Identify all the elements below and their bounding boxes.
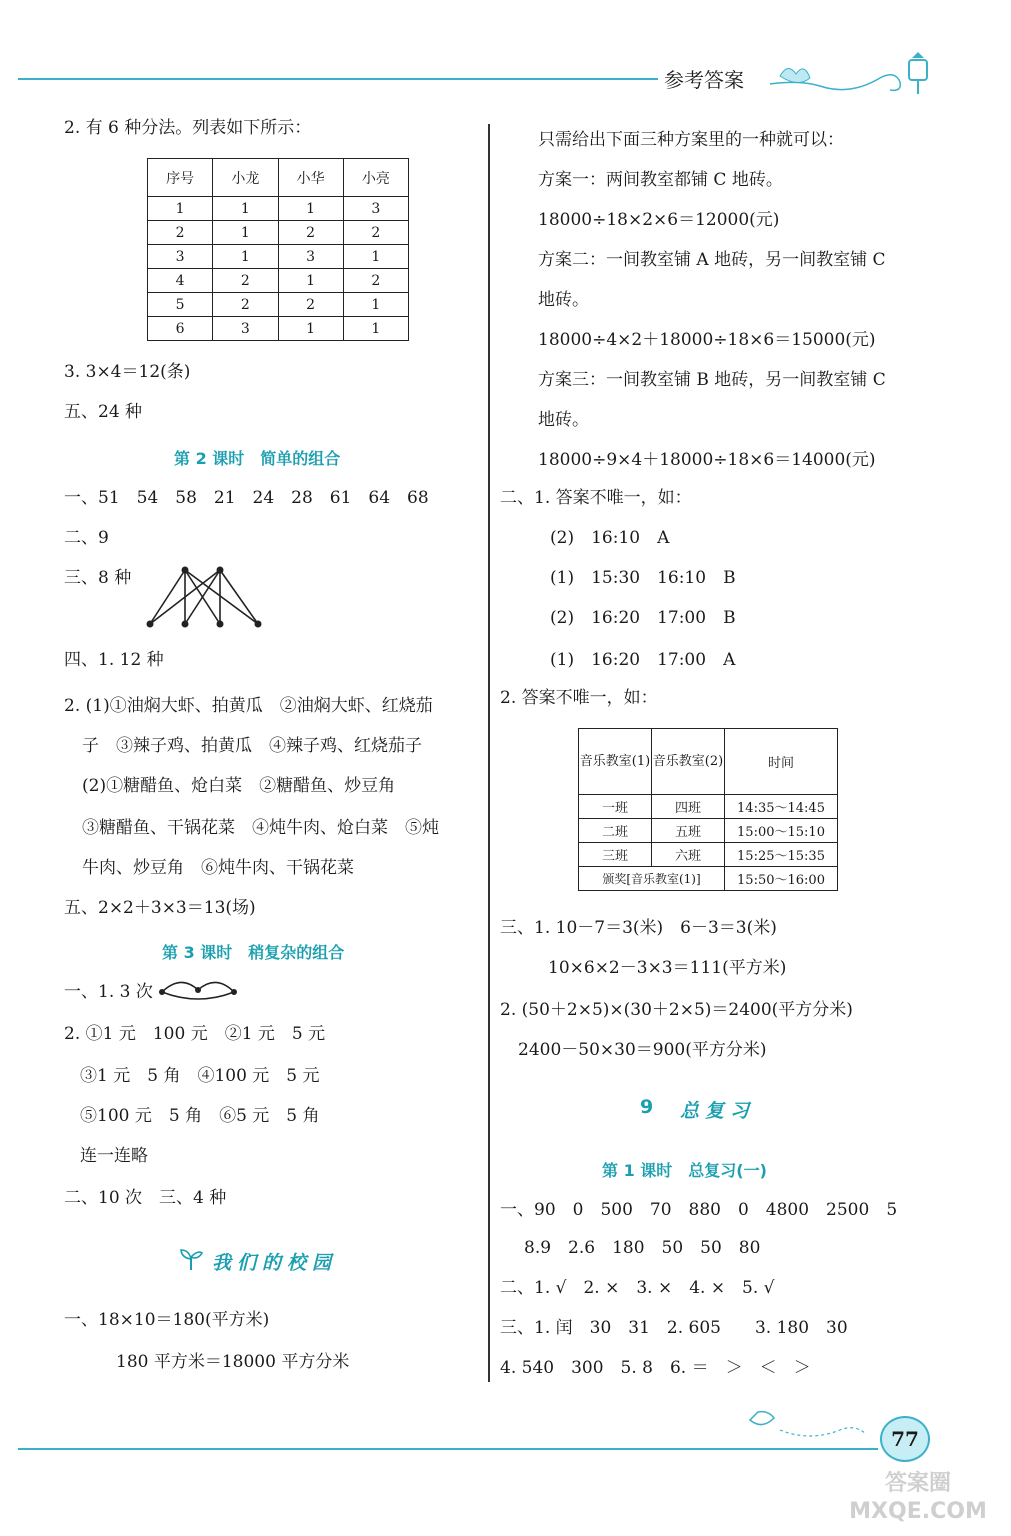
r-two1: 二、1. 答案不唯一，如： <box>500 488 692 508</box>
section-five-answer: 五、24 种 <box>64 402 143 422</box>
table-cell: 2 <box>278 221 343 245</box>
r-three1: 三、1. 10－7＝3(米) 6－3＝3(米) <box>500 918 777 938</box>
lesson3-title: 第 3 课时 稍复杂的组合 <box>162 943 345 962</box>
r-three1-b: 10×6×2－3×3＝111(平方米) <box>548 958 787 978</box>
table2-header: 音乐教室(2) <box>652 729 725 795</box>
campus-one-b: 180 平方米＝18000 平方分米 <box>116 1352 350 1372</box>
table-cell: 2 <box>213 293 278 317</box>
sched-row: (1) 16:20 17:00 A <box>550 650 736 670</box>
table-cell: 15:25～15:35 <box>725 843 838 867</box>
l3-one2-a: 2. ①1 元 100 元 ②1 元 5 元 <box>64 1024 326 1044</box>
table-cell: 6 <box>148 317 213 341</box>
table-row <box>148 197 409 221</box>
review-lesson1-title: 第 1 课时 总复习(一) <box>602 1161 767 1180</box>
l2-four2-b: 子 ③辣子鸡、拍黄瓜 ④辣子鸡、红烧茄子 <box>82 736 422 756</box>
campus-one: 一、18×10＝180(平方米) <box>64 1310 270 1330</box>
butterfly-lamp-decoration-icon <box>760 48 940 108</box>
table-row <box>579 867 838 891</box>
table-row <box>148 245 409 269</box>
table-cell: 1 <box>343 245 408 269</box>
table-cell: 4 <box>148 269 213 293</box>
table2-header: 时间 <box>725 729 838 795</box>
l2-three: 三、8 种 <box>64 568 132 588</box>
table-cell: 三班 <box>579 843 652 867</box>
sprout-icon <box>178 1246 204 1272</box>
column-divider <box>488 124 490 1382</box>
l2-four2-e: 牛肉、炒豆角 ⑥炖牛肉、干锅花菜 <box>82 858 354 878</box>
table-cell: 3 <box>278 245 343 269</box>
header-rule <box>18 78 658 80</box>
table-cell: 1 <box>278 269 343 293</box>
table-row <box>579 795 838 819</box>
table-cell: 六班 <box>652 843 725 867</box>
table1-header: 小龙 <box>213 159 278 197</box>
page-number <box>880 1416 930 1462</box>
r-three: 三、1. 闰 30 31 2. 605 3. 180 30 <box>500 1318 848 1338</box>
q2-intro: 2. 有 6 种分法。列表如下所示： <box>64 118 312 138</box>
table1-header: 小华 <box>278 159 343 197</box>
lesson2-title: 第 2 课时 简单的组合 <box>174 449 341 468</box>
l3-one2-c: ⑤100 元 5 角 ⑥5 元 5 角 <box>80 1106 320 1126</box>
table-cell: 5 <box>148 293 213 317</box>
r-two: 二、1. √ 2. × 3. × 4. × 5. √ <box>500 1278 775 1298</box>
plan2-calc: 18000÷4×2＋18000÷18×6＝15000(元) <box>538 330 876 350</box>
r-three2-b: 2400－50×30＝900(平方分米) <box>518 1040 767 1060</box>
table-cell: 2 <box>343 221 408 245</box>
table1-header: 序号 <box>148 159 213 197</box>
table-cell: 3 <box>213 317 278 341</box>
table-cell: 1 <box>148 197 213 221</box>
table-cell: 一班 <box>579 795 652 819</box>
table-row <box>148 293 409 317</box>
l2-four2-d: ③糖醋鱼、干锅花菜 ④炖牛肉、炝白菜 ⑤炖 <box>82 818 439 838</box>
r-one-b: 8.9 2.6 180 50 50 80 <box>524 1238 761 1258</box>
table-cell: 2 <box>213 269 278 293</box>
r-two2: 2. 答案不唯一，如： <box>500 688 658 708</box>
plan3-a: 方案三：一间教室铺 B 地砖，另一间教室铺 C <box>538 370 886 390</box>
l2-one: 一、51 54 58 21 24 28 61 64 68 <box>64 488 429 508</box>
table-row <box>579 843 838 867</box>
table-cell: 颁奖[音乐教室(1)] <box>579 867 725 891</box>
l2-four2-a: 2. (1)①油焖大虾、拍黄瓜 ②油焖大虾、红烧茄 <box>64 696 433 716</box>
l3-two-three: 二、10 次 三、4 种 <box>64 1188 227 1208</box>
table1-header: 小亮 <box>343 159 408 197</box>
l2-five: 五、2×2＋3×3＝13(场) <box>64 898 256 918</box>
r-four: 4. 540 300 5. 8 6. ＝ ＞ ＜ ＞ <box>500 1358 811 1378</box>
l2-four2-c: (2)①糖醋鱼、炝白菜 ②糖醋鱼、炒豆角 <box>82 776 396 796</box>
plan1: 方案一：两间教室都铺 C 地砖。 <box>538 170 783 190</box>
r-three2: 2. (50＋2×5)×(30＋2×5)＝2400(平方分米) <box>500 1000 853 1020</box>
plan3-calc: 18000÷9×4＋18000÷18×6＝14000(元) <box>538 450 876 470</box>
chapter-number: 9 <box>640 1096 660 1118</box>
table-cell: 四班 <box>652 795 725 819</box>
handshake-arcs <box>156 974 240 1002</box>
table-cell: 二班 <box>579 819 652 843</box>
table-cell: 3 <box>343 197 408 221</box>
l2-four1: 四、1. 12 种 <box>64 650 164 670</box>
music-schedule-table <box>578 728 838 891</box>
table-cell: 2 <box>148 221 213 245</box>
table-cell: 15:50～16:00 <box>725 867 838 891</box>
sched-row: (2) 16:10 A <box>550 528 670 548</box>
r-intro: 只需给出下面三种方案里的一种就可以： <box>538 130 844 150</box>
l3-link: 连一连略 <box>80 1146 148 1166</box>
table-cell: 五班 <box>652 819 725 843</box>
table-cell: 1 <box>343 293 408 317</box>
table-row <box>148 269 409 293</box>
sched-row: (2) 16:20 17:00 B <box>550 608 736 628</box>
q3-answer: 3. 3×4＝12(条) <box>64 362 191 382</box>
table-cell: 3 <box>148 245 213 269</box>
table-cell: 2 <box>343 269 408 293</box>
sched-row: (1) 15:30 16:10 B <box>550 568 736 588</box>
table-cell: 1 <box>213 197 278 221</box>
watermark: 答案圈 MXQE.COM <box>849 1471 987 1524</box>
page-number-label: 77 <box>891 1427 919 1451</box>
chapter-title: 总复习 <box>680 1100 756 1122</box>
table-cell: 14:35～14:45 <box>725 795 838 819</box>
l2-two: 二、9 <box>64 528 109 548</box>
table-cell: 2 <box>278 293 343 317</box>
allocation-table <box>147 158 409 341</box>
l3-one2-b: ③1 元 5 角 ④100 元 5 元 <box>80 1066 320 1086</box>
table-row <box>579 819 838 843</box>
l3-one1: 一、1. 3 次 <box>64 982 153 1002</box>
header-title: 参考答案 <box>664 68 744 92</box>
table-cell: 1 <box>343 317 408 341</box>
table-row <box>148 221 409 245</box>
r-one-a: 一、90 0 500 70 880 0 4800 2500 5 <box>500 1200 898 1220</box>
plan2-b: 地砖。 <box>538 290 589 310</box>
plan1-calc: 18000÷18×2×6＝12000(元) <box>538 210 780 230</box>
swallow-decoration-icon <box>740 1400 880 1450</box>
table-row <box>148 317 409 341</box>
table-cell: 15:00～15:10 <box>725 819 838 843</box>
table-cell: 1 <box>213 221 278 245</box>
connection-diagram <box>140 562 270 632</box>
plan2-a: 方案二：一间教室铺 A 地砖，另一间教室铺 C <box>538 250 886 270</box>
campus-title: 我们的校园 <box>212 1252 338 1274</box>
table2-header: 音乐教室(1) <box>579 729 652 795</box>
table-cell: 1 <box>278 317 343 341</box>
table-cell: 1 <box>278 197 343 221</box>
table-cell: 1 <box>213 245 278 269</box>
plan3-b: 地砖。 <box>538 410 589 430</box>
